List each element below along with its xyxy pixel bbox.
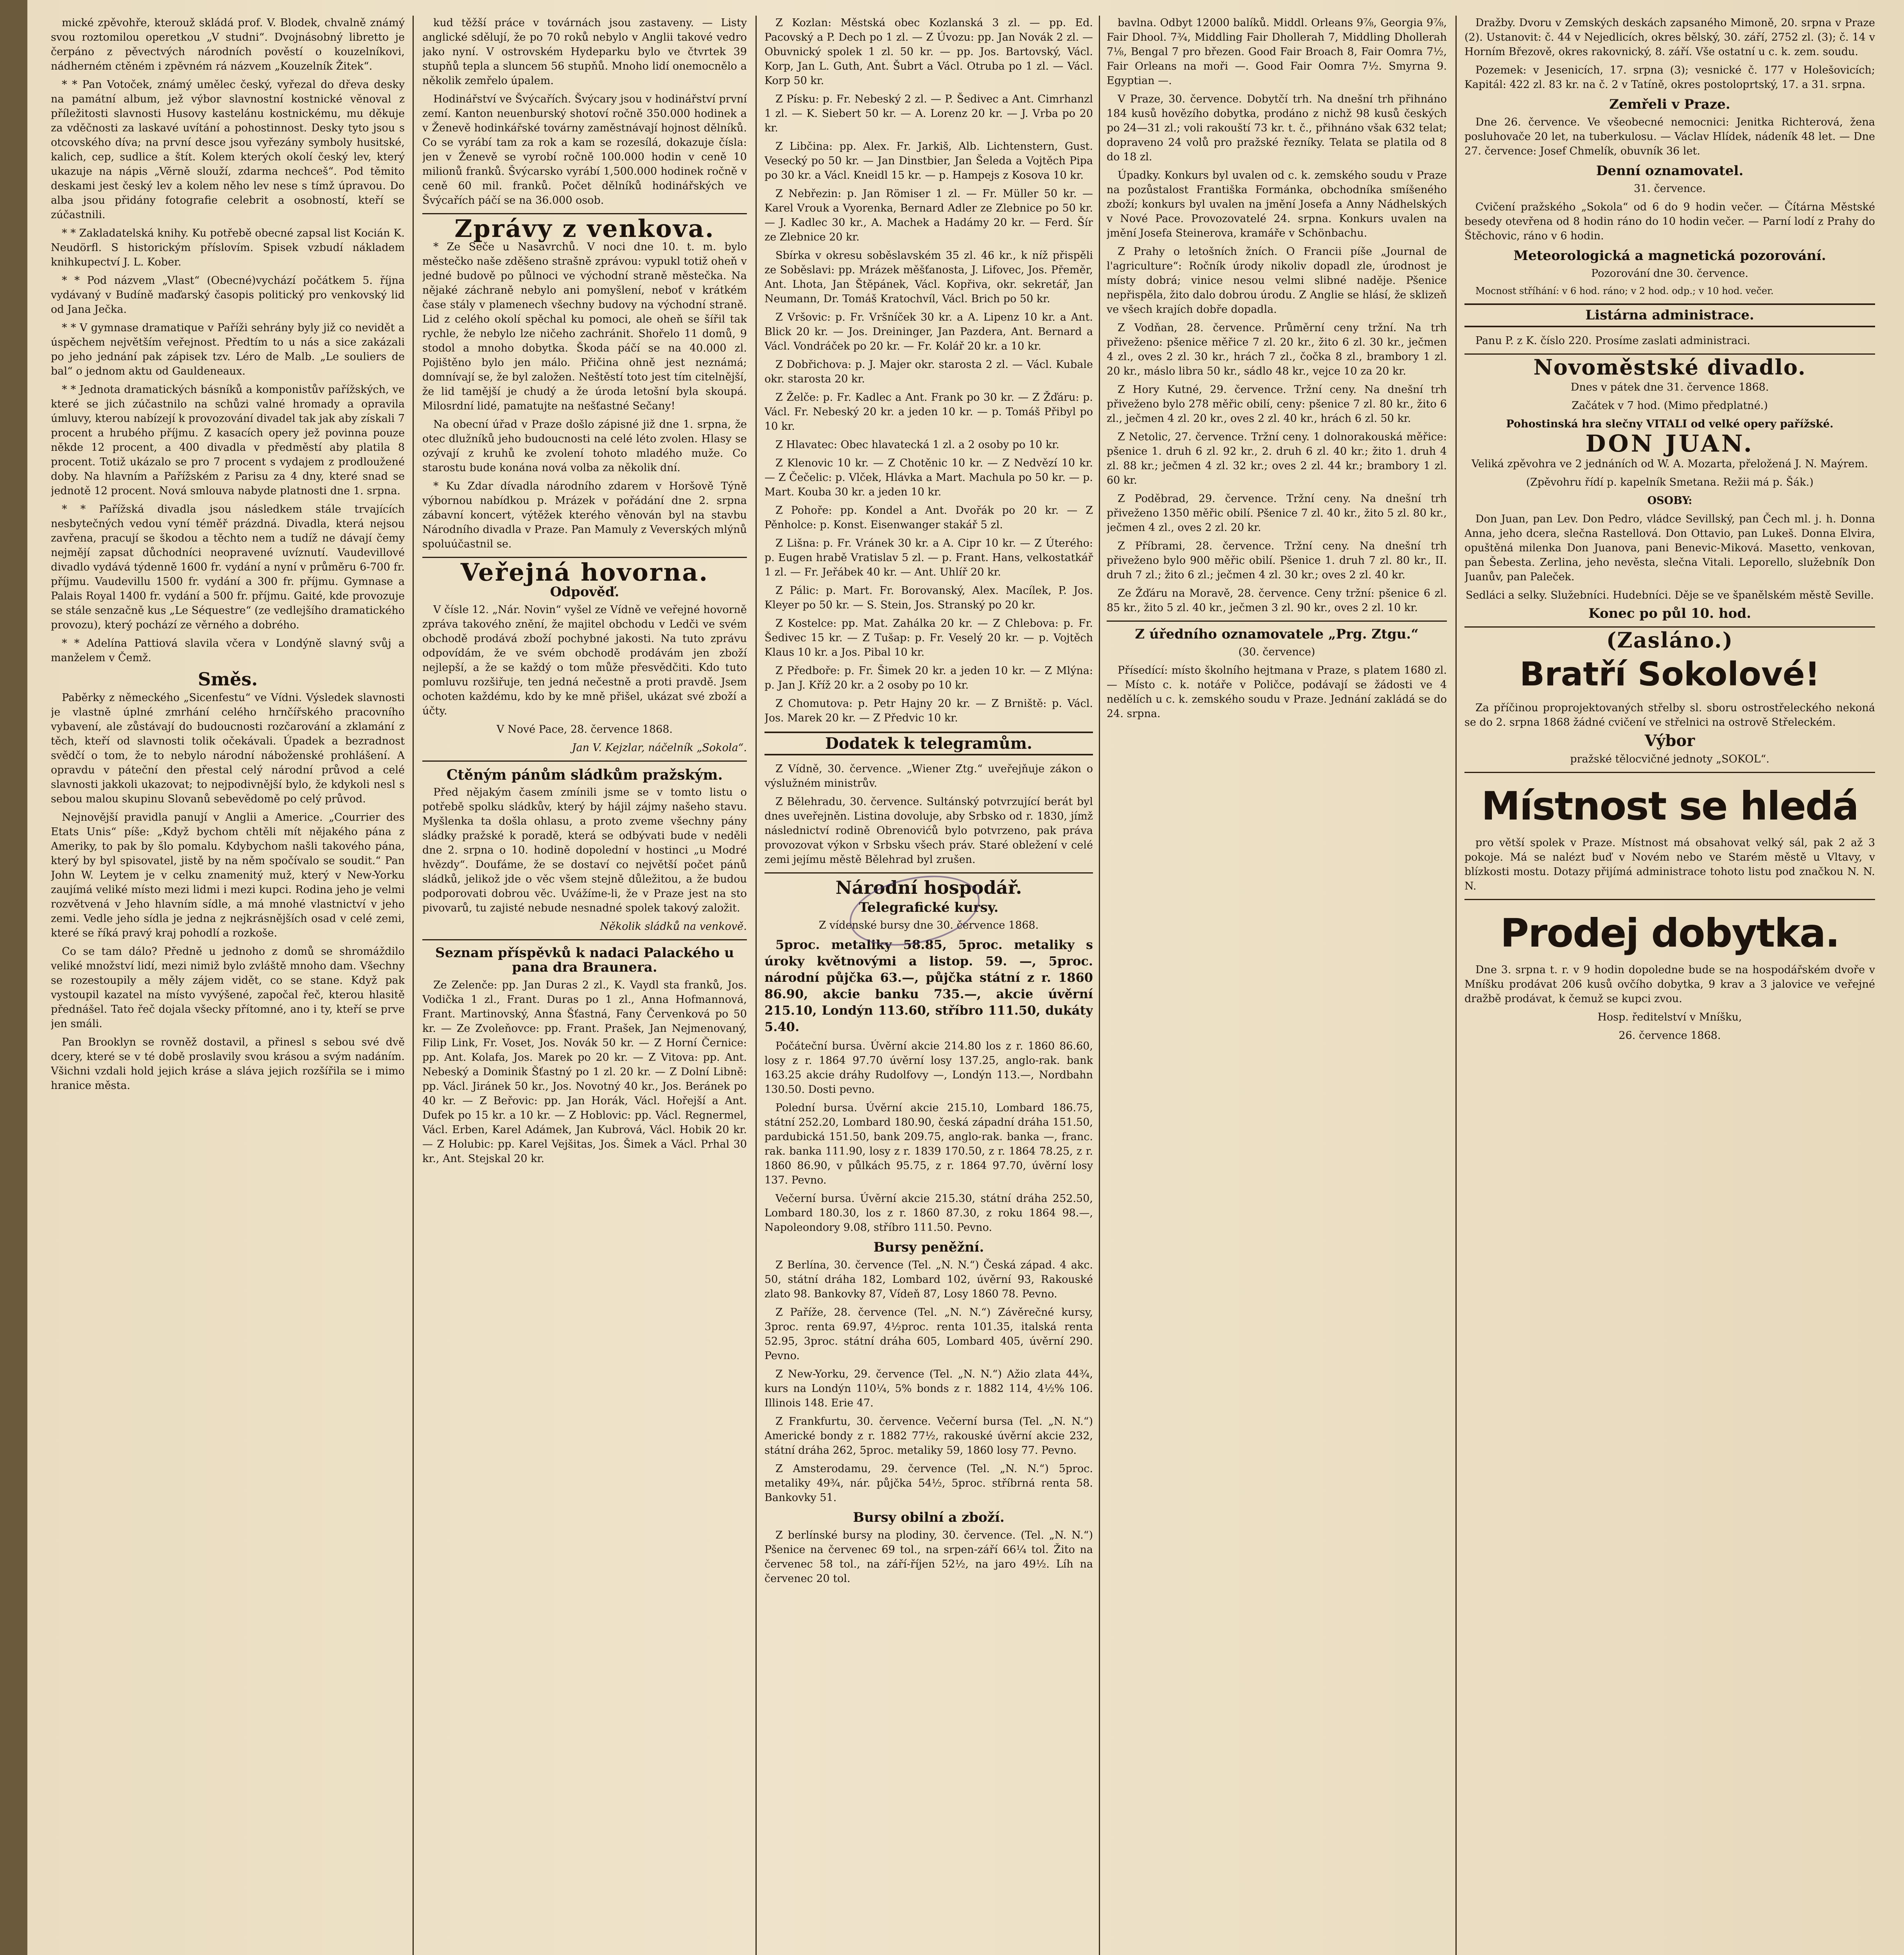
subheading-meteo: Meteorologická a magnetická pozorování. bbox=[1513, 248, 1826, 264]
column-1 bbox=[51, 16, 405, 1955]
divider bbox=[422, 760, 747, 762]
paragraph: * * Pod názvem „Vlast“ (Obecné)vychází počátkem 5. října vydávaný v Budíně maďarský časopis politický pro venkovský lid od Jana Ječka. bbox=[51, 274, 405, 316]
paragraph: Ze Žďáru na Moravě, 28. července. Ceny tržní: pšenice 6 zl. 85 kr., žito 5 zl. 40 kr., ječmen 3 zl. 90 kr., oves 2 zl. 10 kr. bbox=[1107, 587, 1447, 614]
paragraph: Z Amsterodamu, 29. července (Tel. „N. N.“) 5proc. metaliky 49¾, nár. půjčka 54½, 5proc. stříbrná renta 58. Bankovky 51. bbox=[764, 1463, 1093, 1504]
section-heading-venkov: Zprávy z venkova. bbox=[454, 214, 715, 243]
signature: Několik sládků na venkově. bbox=[600, 920, 747, 933]
paragraph: * Ze Seče u Nasavrchů. V noci dne 10. t. m. bylo městečko naše zděšeno strašně zprávou: vypukl totiž oheň v jedné budově po půlnoci ve východní straně městečka. Na nějaké záchraně nebylo ani pomyšlení, neboť v krátkém čase stály v plamenech všechny budovy na východní straně. Lid z celého okolí spěchal ku pomoci, ale oheň se šířil tak rychle, že nebylo lze ničeho zachránit. Shořelo 11 domů, 9 stodol a mnoho dobytka. Škoda páčí se na 40.000 zl. Pojištěno bylo jen málo. Přičina ohně jest neznámá; domnívají se, že byl založen. Neštěstí toto jest tím citelnější, že lid tamější je chudý a že úroda letošní byla skoupá. Milosrdní lidé, pamatujte na nešťastné Sečany! bbox=[422, 241, 747, 412]
paragraph: Z berlínské bursy na plodiny, 30. července. (Tel. „N. N.“) Pšenice na červenec 69 tol., na srpen-září 66¼ tol. Žito na červenec 58 tol., na září-říjen 52½, na jaro 49½. Líh na červenec 20 tol. bbox=[764, 1529, 1093, 1585]
paragraph: Hosp. ředitelství v Mníšku, bbox=[1597, 1011, 1742, 1023]
paragraph: Z Vršovic: p. Fr. Vršníček 30 kr. a A. Lipenz 10 kr. a Ant. Blick 20 kr. — Jos. Dreininger, Jan Pazdera, Ant. Bernard a Václ. Vondráček po 20 kr. — Fr. Kolář 20 kr. a 10 kr. bbox=[764, 311, 1093, 352]
paragraph: * * Adelína Pattiová slavila včera v Londýně slavný svůj a manželem v Čemž. bbox=[51, 637, 405, 664]
paragraph: Sedláci a selky. Služebníci. Hudebníci. Děje se ve španělském městě Seville. bbox=[1465, 589, 1874, 601]
paragraph: Dražby. Dvoru v Zemských deskách zapsaného Mimoně, 20. srpna v Praze (2). Ustanovit: č. 44 v Nejedlicích, okres bělský, 30. září, 2752 zl. (3); č. 14 v Horním Březově, okres rakovnický, 8. září. Vše ostatní u c. k. zem. soudu. bbox=[1464, 17, 1875, 58]
paragraph: * * V gymnase dramatique v Paříži sehrány byly již co nevidět a úspěchem největším veřejnost. Předtím to u nás a sice zakázali po jeho jednání pak zápisek tzv. Léro de Malb. „Le souliers de bal“ o jednom aktu od Gauldeneaux. bbox=[51, 322, 405, 377]
paragraph: Z Písku: p. Fr. Nebeský 2 zl. — P. Šedivec a Ant. Cimrhanzl 1 zl. — K. Siebert 50 kr. — A. Lorenz 20 kr. — J. Vrba po 20 kr. bbox=[764, 93, 1093, 134]
paragraph: Nejnovější pravidla panují v Anglii a Americe. „Courrier des Etats Unis“ píše: „Když bychom chtěli mít nějakého pána z Ameriky, to pak by šlo pomalu. Kdybychom našli takového pána, který by byl spisovatel, jistě by na něm spočívalo se soudit.“ Pan John W. Leytem je v celku znamenitý muž, který v New-Yorku zaujímá veliké místo mezi lidmi i mezi kupci. Rodina jeho je velmi rozvětvená v Jeho hlavním sídle, a má mnohé vlastnictví v jeho zemi. Vedle jeho sídla je jedna z nejkrásnějších osad v celé zemi, které se říká pravý kraj pohodlí a rozkoše. bbox=[51, 811, 405, 939]
paragraph: Úpadky. Konkurs byl uvalen od c. k. zemského soudu v Praze na pozůstalost Františka Formánka, obchodníka smíšeného zboží; konkurs byl uvalen na jmění Josefa a Anny Nádhelských v Nové Pace. Provozovatelé 24. srpna. Konkurs uvalen na jmění Josefa Steinerova, kramáře v Schönbachu. bbox=[1107, 169, 1447, 239]
paragraph: Z Prahy o letošních žních. O Francii píše „Journal de l'agriculture“: Ročník úrody nikoliv dopadl zle, úrodnost je místy dobrá; vinice nesou velmi slibné naděje. Pšenice nepřispěla, žito dalo dobrou úrodu. Z Anglie se hlásí, že sklizeň ve všech krajích dobře dopadla. bbox=[1107, 246, 1447, 316]
column-rule bbox=[413, 16, 414, 1955]
subheading-listarna: Listárna administrace. bbox=[1464, 303, 1875, 327]
paragraph: Z Vídně, 30. července. „Wiener Ztg.“ uveřejňuje zákon o výslužném ministrův. bbox=[764, 763, 1093, 789]
paragraph: Z Předboře: p. Fr. Šimek 20 kr. a jeden 10 kr. — Z Mlýna: p. Jan J. Kříž 20 kr. a 2 osoby po 10 kr. bbox=[764, 665, 1093, 691]
paragraph: Co se tam dálo? Předně u jednoho z domů se shromáždilo veliké množství lidí, mezi nimiž bylo zvláště mnoho dam. Všechny se rozestoupily a měly zájem vidět, co se stane. Když pak vystoupil kazatel na místo vyvýšené, započal řeč, kterou hlasitě přednášel. Tato řeč dojala všecky přítomné, ano i ty, kteří se prve jen smáli. bbox=[51, 945, 405, 1030]
subheading-bursy-penezni: Bursy peněžní. bbox=[873, 1239, 984, 1255]
subheading-odpoved: Odpověď. bbox=[550, 584, 619, 600]
paragraph: Mocnost stříhání: v 6 hod. ráno; v 2 hod. odp.; v 10 hod. večer. bbox=[1475, 285, 1774, 296]
subheading-zemreli: Zemřeli v Praze. bbox=[1609, 97, 1730, 112]
paragraph: (Zpěvohru řídí p. kapelník Smetana. Režii má p. Šák.) bbox=[1526, 476, 1814, 488]
paragraph: Z Paříže, 28. července (Tel. „N. N.“) Závěrečné kursy, 3proc. renta 69.97, 4½proc. renta 101.35, italská renta 52.95, 3proc. státní dráha 605, Lombard 405, úvěrní 290. Pevno. bbox=[764, 1306, 1093, 1362]
section-heading-telegramy: Dodatek k telegramům. bbox=[764, 732, 1093, 755]
paragraph: Z Bělehradu, 30. července. Sultánský potvrzující berát byl dnes uveřejněn. Listina dovoluje, aby Srbsko od r. 1830, jímž následnictví rodině Obrenovićů bylo potvrzeno, pak práva provozovat výkon v Srbsku všech práv. Staré obležení v celé zemi jejímu městě Bělehrad byl zrušen. bbox=[764, 796, 1093, 866]
paragraph: Z Netolic, 27. července. Tržní ceny. 1 dolnorakouská měřice: pšenice 1. druh 6 zl. 92 kr., 2. druh 6 zl. 40 kr.; žito 1. druh 4 zl. 88 kr.; ječmen 4 zl. 32 kr.; oves 2 zl. 44 kr.; brambory 1 zl. 60 kr. bbox=[1107, 431, 1447, 486]
paragraph: Sbírka v okresu soběslavském 35 zl. 46 kr., k níž přispěli ze Soběslavi: pp. Mrázek měšťanosta, J. Lifovec, Jos. Přeměr, Ant. Lhota, Jan Štěpánek, Václ. Kopřiva, okr. sekretář, Jan Neumann, Dr. Tomáš Kratochvíl, Václ. Brich po 50 kr. bbox=[764, 249, 1093, 305]
paragraph: pražské tělocvičné jednoty „SOKOL“. bbox=[1570, 753, 1769, 765]
paragraph: Hodinářství ve Švýcařích. Švýcary jsou v hodinářství první zemí. Kanton neuenburský shotoví ročně 350.000 hodinek a v Ženevě hodinkářské továrny zaměstnávají hojnost dělníků. Co se vyrábí tam za rok a kam se rozesílá, dokazuje čísla: jen v Ženevě se vyrobí ročně 100.000 hodin v ceně 10 milionů franků. Švýcarsko vyrábí 1,500.000 hodinek ročně v ceně 60 mil. franků. Počet dělníků hodinářských ve Švýcařích páčí se na 36.000 osob. bbox=[422, 93, 747, 206]
sokol-ad-title: Bratří Sokolové! bbox=[1520, 655, 1820, 693]
paragraph: Počáteční bursa. Úvěrní akcie 214.80 los z r. 1860 86.60, losy z r. 1864 97.70 úvěrní losy 137.25, anglo-rak. bank 163.25 akcie dráhy Rudolfovy —, Londýn 113.—, Nordbahn 130.50. Dosti pevno. bbox=[764, 1040, 1093, 1096]
paragraph: Paběrky z německého „Sicenfestu“ ve Vídni. Výsledek slavnosti je vlastně úplné zmrhání celého hrnčířského pracovního vybavení, ale zůstávají do budoucnosti rozčarování a zklamání z těch, kteří od slavnosti tolik očekávali. Úpadek a bezradnost svědčí o tom, že to nebylo národní náboženské prohlášení. A opravdu v páteční den přestal celý národní průvod a celé slavnosti jakkoli ukazovat; to nejpodivnější bylo, že kdykoli nesl s sebou malou skupinu Slovanů sebevědomě po celý průvod. bbox=[51, 692, 405, 805]
subheading-bursy-obilni: Bursy obilní a zboží. bbox=[853, 1510, 1005, 1525]
cast-heading: OSOBY: bbox=[1647, 495, 1692, 507]
divider bbox=[1464, 772, 1875, 773]
section-heading-smes: Směs. bbox=[197, 669, 258, 690]
paragraph: Na obecní úřad v Praze došlo zápisné již dne 1. srpna, že otec dlužníků jeho budoucnosti na celé léto zvolen. Hlasy se ozývají z kruhů ke zvolení tohoto mladého muže. Co starostu bude konána nová volba za několik dní. bbox=[422, 418, 747, 474]
section-heading-hospodar: Národní hospodář. bbox=[835, 877, 1022, 898]
paragraph: * * Pan Votoček, známý umělec český, vyřezal do dřeva desky na památní album, jež výbor slavnostní kostnické věnoval z příležitosti slavnosti Husovy kastelánu kostnickému, mu děkuje za vděčnosti za laskavé uvítání a pohostinnost. Desky tyto jsou s otcovského díva; na první desce jsou vyřezány symboly husitské, kalich, cep, sudlice a štít. Kolem kterých okolí český lev, který ukazuje na nápis „Věrně slouží, zdarma nechceš“. Pod těmito deskami jest český lev a kolem něho lev nese s tímž úpravou. Do alba jsou přidány fotografie celebrit a osobností, kteří se zúčastnili. bbox=[51, 79, 405, 221]
paragraph: Z Vodňan, 28. července. Průměrní ceny tržní. Na trh přiveženo: pšenice měřice 7 zl. 20 kr., žito 6 zl. 30 kr., ječmen 4 zl., oves 2 zl. 30 kr., hrách 7 zl., čočka 8 zl., brambory 1 zl. 20 kr., máslo libra 50 kr., sádlo 48 kr., vejce 10 za 20 kr. bbox=[1107, 322, 1447, 377]
column-rule bbox=[1099, 16, 1100, 1955]
paragraph: * Ku Zdar dívadla národního zdarem v Horšově Týně výbornou nabídkou p. Mrázek v pořádání dne 2. srpna zábavní koncert, výtěžek kterého věnován byl na stavbu Národního divadla v Praze. Pan Mamuly z Veverských mlýnů spoluúčastnil se. bbox=[422, 480, 747, 550]
paragraph: Z Chomutova: p. Petr Hajny 20 kr. — Z Brniště: p. Václ. Jos. Marek 20 kr. — Z Předvic 10 kr. bbox=[764, 698, 1093, 724]
paragraph: Z Klenovic 10 kr. — Z Chotěnic 10 kr. — Z Nedvězí 10 kr. — Z Čečelic: p. Vlček, Hlávka a Mart. Machula po 50 kr. — p. Mart. Kouba 30 kr. a jeden 10 kr. bbox=[764, 457, 1093, 498]
subheading-denni: Denní oznamovatel. bbox=[1596, 163, 1744, 179]
column-3 bbox=[764, 16, 1093, 1955]
paragraph: Cvičení pražského „Sokola“ od 6 do 9 hodin večer. — Čítárna Městské besedy otevřena od 8 hodin ráno do 10 hodin večer. — Parní lodí z Prahy do Štěchovic, ráno v 6 hodin. bbox=[1464, 201, 1875, 242]
bourse-date: Z vídenské bursy dne 30. července 1868. bbox=[818, 919, 1039, 931]
signature: Jan V. Kejzlar, náčelník „Sokola“. bbox=[572, 742, 747, 754]
paragraph: Z Pálic: p. Mart. Fr. Borovanský, Alex. Macílek, P. Jos. Kleyer po 50 kr. — S. Stein, Jos. Stranský po 20 kr. bbox=[764, 585, 1093, 611]
paragraph: V čísle 12. „Nár. Novin“ vyšel ze Vídně ve veřejné hovorně zpráva takového znění, že majitel obchodu v Ledči ve svém obchodě prodává zboží pochybné jakosti. Na tuto zprávu odpovídám, že ve svém obchodě prodávám jen zboží nejlepší, a že se každý o tom může přesvědčiti. Kdo tuto pomluvu rozšiřuje, ten jedná nečestně a proti pravdě. Jsem ochoten každému, kdo by ke mně přišel, ukázat své zboží a účty. bbox=[422, 604, 747, 717]
divider bbox=[1464, 899, 1875, 900]
column-rule bbox=[1455, 16, 1457, 1955]
paragraph: Z Dobřichova: p. J. Majer okr. starosta 2 zl. — Václ. Kubale okr. starosta 20 kr. bbox=[764, 359, 1093, 385]
paragraph: Z Lišna: p. Fr. Vránek 30 kr. a A. Cipr 10 kr. — Z Úterého: p. Eugen hrabě Vratislav 5 zl. — p. Frant. Hans, velkostatkář 1 zl. — Fr. Jeřábek 40 kr. — Ant. Uhlíř 20 kr. bbox=[764, 537, 1093, 578]
column-rule bbox=[755, 16, 757, 1955]
paragraph: Z Pohoře: pp. Kondel a Ant. Dvořák po 20 kr. — Z Pěnholce: p. Konst. Eisenwanger stakář 5 zl. bbox=[764, 504, 1093, 531]
subheading-sladci: Ctěným pánům sládkům pražským. bbox=[446, 767, 723, 783]
paragraph: Z Libčina: pp. Alex. Fr. Jarkiš, Alb. Lichtenstern, Gust. Vesecký po 50 kr. — Jan Dinstbier, Jan Šeleda a Vojtěch Pipa po 30 kr. a Václ. Kneidl 15 kr. — p. Hampejs z Kosova 10 kr. bbox=[764, 140, 1093, 181]
paragraph: Veliká zpěvohra ve 2 jednáních od W. A. Mozarta, přeložená J. N. Maýrem. bbox=[1472, 458, 1868, 470]
paragraph: * * Zakladatelská knihy. Ku potřebě obecné zapsal list Kocián K. Neudörfl. S historickým příslovím. Spisek vzbudí nákladem knihkupectví J. L. Kober. bbox=[51, 227, 405, 268]
paragraph: Z Nebřezin: p. Jan Römiser 1 zl. — Fr. Müller 50 kr. — Karel Vrouk a Vyorenka, Bernard Adler ze Zlebnice po 50 kr. — J. Kadlec 30 kr., A. Machek a Hadámy 20 kr. — Ferd. Šír ze Zlebnice 20 kr. bbox=[764, 188, 1093, 243]
paragraph: Z New-Yorku, 29. července (Tel. „N. N.“) Ažio zlata 44¾, kurs na Londýn 110¼, 5% bonds z r. 1882 114, 4½% 106. Illinois 148. Erie 47. bbox=[764, 1368, 1093, 1409]
theatre-guest: Pohostinská hra slečny VITALI od velké opery pařížské. bbox=[1506, 418, 1834, 430]
paragraph: * * Pařížská divadla jsou následkem stále trvajících nesbytečných vedou vyní téměř prázdná. Divadla, která nejsou zavřena, pracují se škodou a těchto nem a tudíž ne dávají čemy nejmějí zapsat důchodníci neopravené uvíznutí. Vaudevillové divadlo vydává týdenně 1600 fr. vydání a nyní v průměru 6-700 fr. příjmu. Vaudevillu 1500 fr. vydání a 300 fr. příjmu. Gymnase a Palais Royal 1400 fr. vydání a 500 fr. příjmu. Gaité, kde provozuje se stále senzačně kus „Le Séquestre“ (ze vedlejšího dramatického provozu), který pochází ze věrného a dobrého. bbox=[51, 503, 405, 631]
column-5 bbox=[1464, 16, 1875, 1955]
divider bbox=[764, 872, 1093, 873]
dateline: (30. července) bbox=[1238, 646, 1315, 658]
paragraph: Přísedící: místo školního hejtmana v Praze, s platem 1680 zl. — Místo c. k. notáře v Poličce, podávají se žádosti ve 4 nedělích u c. k. zemského soudu v Praze. Jednání zakládá se do 24. srpna. bbox=[1107, 664, 1447, 720]
paragraph: 5proc. metaliky 58.85, 5proc. metaliky s úroky květnovými a listop. 59. —, 5proc. národní půjčka 63.—, půjčka státní z r. 1860 86.90, akcie banku 735.—, akcie úvěrní 215.10, Londýn 113.60, stříbro 111.50, dukáty 5.40. bbox=[764, 937, 1093, 1034]
opera-title: DON JUAN. bbox=[1585, 430, 1754, 457]
paragraph: Z Frankfurtu, 30. července. Večerní bursa (Tel. „N. N.“) Americké bondy z r. 1882 77½, rakouské úvěrní akcie 232, státní dráha 262, 5proc. metaliky 59, 1860 losy 77. Pevno. bbox=[764, 1415, 1093, 1456]
column-2 bbox=[422, 16, 747, 1955]
dateline: Pozorování dne 30. července. bbox=[1591, 267, 1748, 280]
paragraph: * * Jednota dramatických básníků a komponistův pařížských, ve které se jich zúčastnilo na schůzi valné hromady a opravila úmluvy, kterou nabízejí k provozování divadel tak jak aby získali 7 procent a hrubého příjmu. Z kasacích opery jež povinna pouze někde 12 procent, a 400 divadla v předměstí aby platila 8 procent. Totiž ukázalo se pro 7 procent s vydajem z prodloužené doby. Na hlavním a Pařížském z Parisu za 4 dny, které snad se jednotě 12 procent. Nová smlouva nabyde platnosti dne 1. srpna. bbox=[51, 384, 405, 497]
paragraph: Za příčinou proprojektovaných střelby sl. sboru ostrostřeleckého nekoná se do 2. srpna 1868 žádné cvičení ve střelnici na ostrově Střeleckém. bbox=[1464, 702, 1875, 728]
paragraph: Ze Zelenče: pp. Jan Duras 2 zl., K. Vaydl sta franků, Jos. Vodička 1 zl., Frant. Duras po 1 zl., Anna Hofmannová, Frant. Martinovský, Anna Šťastná, Fany Červenková po 50 kr. — Ze Zvoleňovce: pp. Frant. Prašek, Jan Nejmenovaný, Filip Link, Fr. Voset, Jos. Novák 50 kr. — Z Horní Černice: pp. Ant. Kolafa, Jos. Marek po 20 kr. — Z Vitova: pp. Ant. Nebeský a Dominik Šťastný po 1 zl. 20 kr. — Z Dolní Libně: pp. Václ. Jiránek 50 kr., Jos. Novotný 40 kr., Jos. Beránek po 40 kr. — Z Beřovic: pp. Jan Horák, Václ. Hořejší a Ant. Dufek po 15 kr. a 10 kr. — Z Hoblovic: pp. Václ. Regnermel, Václ. Erben, Karel Adámek, Jan Kubrová, Václ. Hobik 20 kr. — Z Holubic: pp. Karel Vejšitas, Jos. Šimek a Václ. Prhal 30 kr., Ant. Stejskal 20 kr. bbox=[422, 979, 747, 1165]
page-edge bbox=[0, 0, 27, 1955]
paragraph: V Praze, 30. července. Dobytčí trh. Na dnešní trh přihnáno 184 kusů hovězího dobytka, prodáno z nichž 98 kusů českých po 24—31 zl.; voli rakouští 73 kr. t. č., přihnáno však 632 telat; dopraveno 24 volů pro pražské řezníky. Telata se platila od 8 do 18 zl. bbox=[1107, 93, 1447, 163]
paragraph: Z Poděbrad, 29. července. Tržní ceny. Na dnešní trh přiveženo 1350 měřic obilí. Pšenice 7 zl. 40 kr., žito 5 zl. 80 kr., ječmen 4 zl., oves 2 zl. 20 kr. bbox=[1107, 493, 1447, 534]
paragraph: Z Hory Kutné, 29. července. Tržní ceny. Na dnešní trh přiveženo bylo 278 měřic obilí, ceny: pšenice 7 zl. 80 kr., žito 6 zl., ječmen 4 zl. 20 kr., oves 2 zl. 40 kr., hrách 6 zl. 50 kr. bbox=[1107, 384, 1447, 425]
paragraph: Výbor bbox=[1644, 732, 1695, 750]
paragraph: mické zpěvohře, kterouž skládá prof. V. Blodek, chvalně známý svou roztomilou operetkou „V studni“. Dvojnásobný libretto je čerpáno z pěvectvých národních pověstí o kouzelníkovi, nádherném ctěném i zpěvném rá názvem „Kouzelník Žitek“. bbox=[51, 17, 405, 72]
theatre-title: Novoměstské divadlo. bbox=[1533, 355, 1806, 380]
paragraph: Z Hlavatec: Obec hlavatecká 1 zl. a 2 osoby po 10 kr. bbox=[775, 439, 1059, 451]
paragraph: kud těžší práce v továrnách jsou zastaveny. — Listy anglické sdělují, že po 70 roků nebylo v Anglii takové vedro jako nyní. V ostrovském Hydeparku bylo ve čtvrtek 39 stupňů tepla a sluncem 56 stupňů. Mnoho lidí onemocnělo a několik zemřelo úpalem. bbox=[422, 17, 747, 87]
paragraph: Z Kozlan: Městská obec Kozlanská 3 zl. — pp. Ed. Pacovský a P. Dech po 1 zl. — Z Úvozu: pp. Jan Novák 2 zl. — Obuvnický spolek 1 zl. 50 kr. — pp. Jos. Bartovský, Václ. Korp, Jan L. Guth, Ant. Šubrt a Václ. Otruba po 1 zl. — Václ. Korp 50 kr. bbox=[764, 17, 1093, 87]
paragraph: Večerní bursa. Úvěrní akcie 215.30, státní dráha 252.50, Lombard 180.30, los z r. 1860 87.30, z roku 1864 98.—, Napoleondory 9.08, stříbro 111.50. Pevno. bbox=[764, 1193, 1093, 1234]
divider bbox=[1107, 621, 1447, 622]
paragraph: Dne 26. července. Ve všeobecné nemocnici: Jenitka Richterová, žena posluhovače 20 let, na tuberkulosu. — Václav Hlídek, nádeník 48 let. — Dne 27. července: Josef Chmelík, obuvník 36 let. bbox=[1464, 116, 1875, 157]
paragraph: Z Příbrami, 28. července. Tržní ceny. Na dnešní trh přiveženo bylo 900 měřic obilí. Pšenice 1. druh 7 zl. 80 kr., II. druh 7 zl.; žito 6 zl.; ječmen 4 zl. 30 kr.; oves 2 zl. 40 kr. bbox=[1107, 540, 1447, 581]
paragraph: Pan Brooklyn se rovněž dostavil, a přinesl s sebou své dvě dcery, které se v té době proslavily svou krásou a svým nadáním. Všichni vzdali hold jejich kráse a sláva jejich rozšířila se i mimo hranice města. bbox=[51, 1036, 405, 1092]
divider bbox=[422, 939, 747, 940]
dateline: 31. července. bbox=[1634, 183, 1706, 195]
cast-list: Don Juan, pan Lev. Don Pedro, vládce Sevillský, pan Čech ml. j. h. Donna Anna, jeho dcera, slečna Rastellová. Don Ottavio, pan Lukeš. Donna Elvira, opuštěná milenka Don Juanova, pani Benevic-Miková. Masetto, venkovan, pan Šebesta. Zerlina, jeho nevěsta, slečna Vitali. Leporello, služebník Don Juanův, pan Paleček. bbox=[1464, 513, 1875, 583]
paragraph: Před nějakým časem zmínili jsme se v tomto listu o potřebě spolku sládkův, který by hájil zájmy našeho stavu. Myšlenka ta došla ohlasu, a proto zveme všechny pány sládky pražské k poradě, která se odbývati bude v neděli dne 2. srpna o 10. hodině dopolední v hostinci „u Modré hvězdy“. Doufáme, že se dostaví co největší počet pánů sládků, jelikož jde o věc všem stejně důležitou, a že budou podporovati dobrou věc. Uvážíme-li, že v Praze jest na sto pivovarů, tu zajisté nebude nesnadné spolek takový založit. bbox=[422, 786, 747, 914]
dateline: V Nové Pace, 28. července 1868. bbox=[496, 723, 673, 735]
paragraph: Dne 3. srpna t. r. v 9 hodin dopoledne bude se na hospodářském dvoře v Mníšku prodávat 206 kusů ovčího dobytka, 9 krav a 3 jalovice ve veřejné dražbě prodávat, k čemuž se kupci zvou. bbox=[1464, 964, 1875, 1005]
paragraph: Z Želče: p. Fr. Kadlec a Ant. Frank po 30 kr. — Z Žďáru: p. Václ. Fr. Nebeský 20 kr. a jeden 10 kr. — p. Tomáš Přibyl po 10 kr. bbox=[764, 391, 1093, 432]
paragraph: Z Berlína, 30. července (Tel. „N. N.“) Česká západ. 4 akc. 50, státní dráha 182, Lombard 102, úvěrní 93, Rakouské zlato 98. Bankovky 87, Vídeň 87, Losy 1860 78. Pevno. bbox=[764, 1259, 1093, 1300]
zaslano-heading: (Zasláno.) bbox=[1606, 628, 1734, 653]
theatre-date: Dnes v pátek dne 31. července 1868. bbox=[1570, 381, 1769, 393]
ad-title-mistnost: Místnost se hledá bbox=[1481, 783, 1858, 829]
paragraph: Z Kostelce: pp. Mat. Zahálka 20 kr. — Z Chlebova: p. Fr. Šedivec 15 kr. — Z Tušap: p. Fr. Veselý 20 kr. — p. Vojtěch Klaus 10 kr. a Jos. Pibal 10 kr. bbox=[764, 617, 1093, 658]
subheading-oznamovatel: Z úředního oznamovatele „Prg. Ztgu.“ bbox=[1135, 626, 1419, 642]
dateline: 26. července 1868. bbox=[1619, 1030, 1721, 1042]
theatre-end: Konec po půl 10. hod. bbox=[1588, 606, 1751, 621]
paragraph: Pozemek: v Jesenicích, 17. srpna (3); vesnické č. 177 v Holešovicích; Kapitál: 422 zl. 83 kr. na č. 2 v Tatíně, okres postoloprtský, 17. a 31. srpna. bbox=[1464, 64, 1875, 91]
paragraph: pro větší spolek v Praze. Místnost má obsahovat velký sál, pak 2 až 3 pokoje. Má se nalézt buď v Novém nebo ve Starém městě u Vltavy, v blízkosti mostu. Dotazy přijímá administrace tohoto listu pod značkou N. N. N. bbox=[1464, 837, 1875, 892]
theatre-time: Začátek v 7 hod. (Mimo předplatné.) bbox=[1572, 400, 1768, 412]
section-heading-hovorna: Veřejná hovorna. bbox=[460, 558, 709, 586]
subheading-kursy: Telegrafické kursy. bbox=[859, 900, 999, 915]
paragraph: bavlna. Odbyt 12000 balíků. Middl. Orleans 9⅞, Georgia 9⅞, Fair Dhool. 7¾, Middling Fair Dhollerah 7, Middling Dhollerah 7⅛, Bengal 7 pro březen. Good Fair Broach 8, Fair Oomra 7½, Fair Orleans na moři —. Good Fair Oomra 7½. Smyrna 9. Egyptian —. bbox=[1107, 17, 1447, 87]
paragraph: Polední bursa. Úvěrní akcie 215.10, Lombard 186.75, státní 252.20, Lombard 180.90, česká západní dráha 151.50, pardubická 151.50, bank 209.75, anglo-rak. banka —, franc. rak. banka 111.90, losy z r. 1839 170.50, z r. 1864 78.25, z r. 1860 86.90, v půlkách 95.75, z r. 1864 97.70, úvěrní losy 137. Pevno. bbox=[764, 1102, 1093, 1186]
paragraph: Panu P. z K. číslo 220. Prosíme zaslati administraci. bbox=[1475, 335, 1750, 347]
column-4 bbox=[1107, 16, 1447, 1955]
ad-title-dobytek: Prodej dobytka. bbox=[1500, 910, 1839, 956]
subheading-seznam: Seznam příspěvků k nadaci Palackého u pana dra Braunera. bbox=[435, 945, 734, 975]
